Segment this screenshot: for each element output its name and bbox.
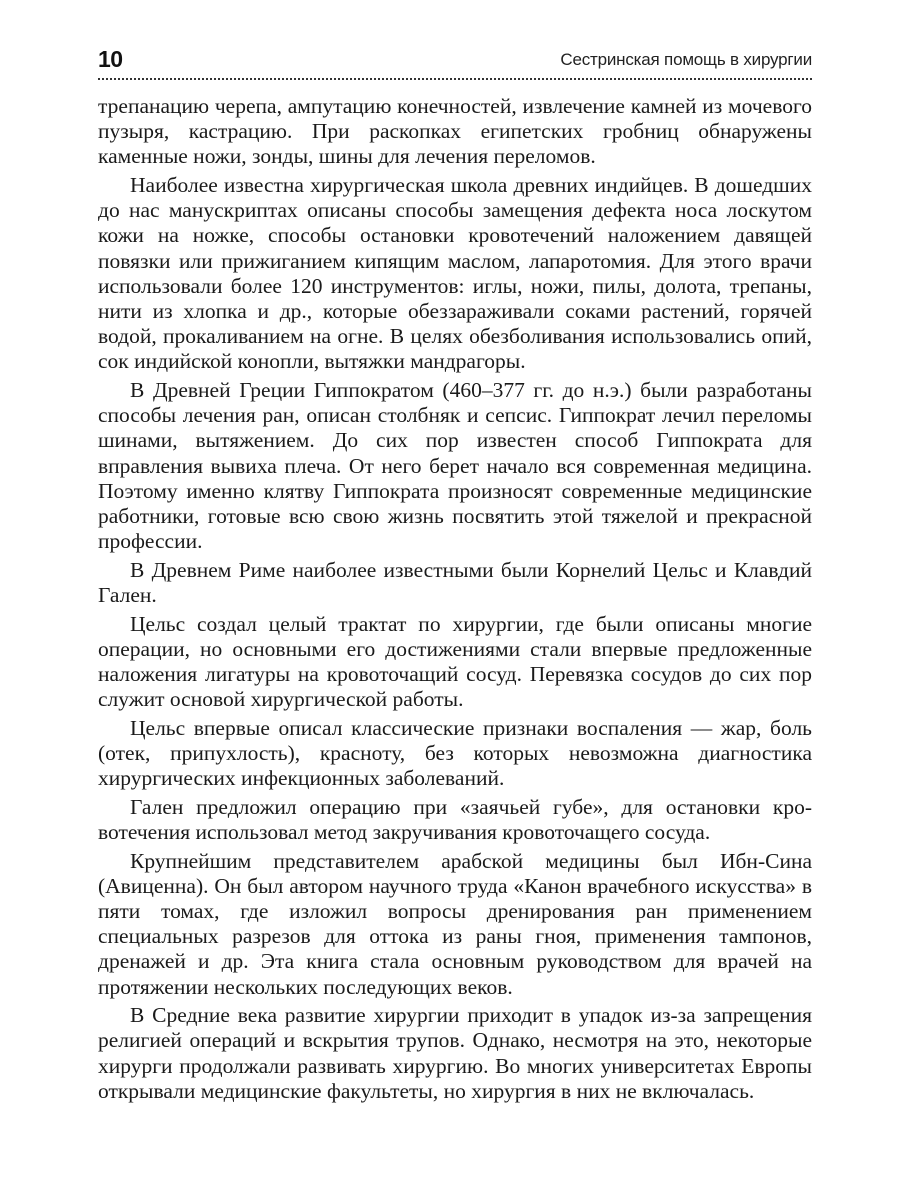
page-header — [98, 44, 812, 78]
paragraph: В Средние века развитие хирургии приходит в упадок из-за запрещения религией операций и вскрытия трупов. Однако, несмотря на это, некоторые хирурги продолжали развивать хирургию. Во многих университетах Европы открывали медицинские факультеты, но хирургия в них не включалась. — [98, 1003, 812, 1103]
paragraph: В Древнем Риме наиболее известными были Корнелий Цельс и Клавдий Гален. — [98, 557, 812, 608]
paragraph: Цельс впервые описал классические признаки воспаления — жар, боль (отек, припухлость), красноту, без которых невозможна диагностика хирургических инфекционных заболеваний. — [98, 715, 812, 791]
running-title: Сестринская помощь в хирургии — [560, 50, 812, 69]
paragraph: В Древней Греции Гиппократом (460–377 гг. до н.э.) были разработаны способы лечения ран, описан столбняк и сепсис. Гиппократ лечил переломы шинами, вытяжением. До сих пор известен способ Гиппократа для вправления вывиха плеча. От него берет начало вся современная медицина. Поэтому именно клятву Гиппократа произносят современные медицинские работники, готовые всю свою жизнь посвятить этой тяжелой и прекрасной профессии. — [98, 378, 812, 554]
paragraph: Гален предложил операцию при «заячьей губе», для остановки кровотечения использовал метод закручивания кровоточащего сосуда. — [98, 794, 812, 845]
paragraph: трепанацию черепа, ампутацию конечностей, извлечение камней из мочевого пузыря, кастрацию. При раскопках египетских гробниц обнаружены каменные ножи, зонды, шины для лечения переломов. — [98, 94, 812, 169]
header-divider — [98, 78, 812, 80]
paragraph: Наиболее известна хирургическая школа древних индийцев. В дошедших до нас манускриптах описаны способы замещения дефекта носа лоскутом кожи на ножке, способы остановки кровотечений наложением давящей повязки или прижиганием кипящим маслом, лапаротомия. Для этого врачи использовали более 120 инструментов: иглы, ножи, пилы, долота, трепаны, нити из хлопка и др., которые обеззараживали соками растений, горячей водой, прокаливанием на огне. В целях обезболивания использовались опий, сок индийской конопли, вытяжки мандрагоры. — [98, 173, 812, 374]
body-text — [98, 94, 812, 1107]
paragraph: Крупнейшим представителем арабской медицины был Ибн-Сина (Авиценна). Он был автором научного труда «Канон врачебного искусства» в пяти томах, где изложил вопросы дренирования ран применением специальных разрезов для оттока из раны гноя, применения тампонов, дренажей и др. Эта книга стала основным руководством для врачей на протяжении нескольких последующих веков. — [98, 848, 812, 999]
page-number: 10 — [98, 46, 123, 72]
paragraph: Цельс создал целый трактат по хирургии, где были описаны многие операции, но основными его достижениями стали впервые предложенные наложения лигатуры на кровоточащий сосуд. Перевязка сосудов до сих пор служит основой хирургической работы. — [98, 611, 812, 712]
